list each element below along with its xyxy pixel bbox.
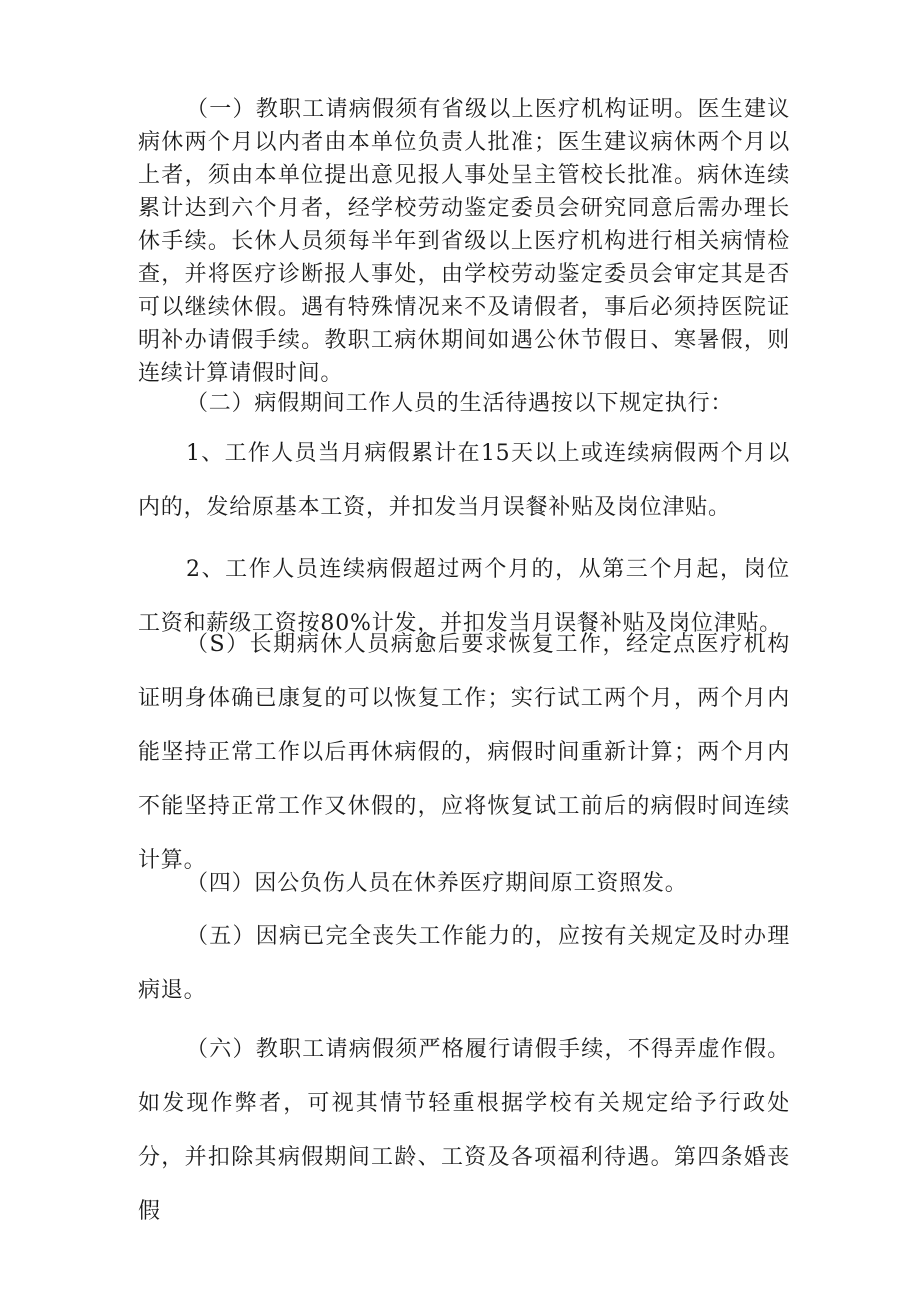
paragraph-disability-retirement: （五）因病已完全丧失工作能力的，应按有关规定及时办理病退。 bbox=[138, 924, 790, 1003]
paragraph-work-injury: （四）因公负伤人员在休养医疗期间原工资照发。 bbox=[186, 871, 688, 896]
paragraph-item-1: 1、工作人员当月病假累计在15天以上或连续病假两个月以内的，发给原基本工资，并扣发当月误餐补贴及岗位津贴。 bbox=[138, 441, 790, 520]
paragraph-item-2: 2、工作人员连续病假超过两个月的，从第三个月起，岗位工资和薪级工资按80%计发，并扣发当月误餐补贴及岗位津贴。 bbox=[138, 557, 790, 636]
paragraph-return-to-work: （S）长期病休人员病愈后要求恢复工作，经定点医疗机构证明身体确已康复的可以恢复工作；实行试工两个月，两个月内能坚持正常工作以后再休病假的，病假时间重新计算；两个月内不能坚持正常工作又休假的，应将恢复试工前后的病假时间连续计算。 bbox=[138, 632, 790, 873]
paragraph-sick-leave-certification: （一）教职工请病假须有省级以上医疗机构证明。医生建议病休两个月以内者由本单位负责人批准；医生建议病休两个月以上者，须由本单位提出意见报人事处呈主管校长批准。病休连续累计达到六个月者，经学校劳动鉴定委员会研究同意后需办理长休手续。长休人员须每半年到省级以上医疗机构进行相关病情检查，并将医疗诊断报人事处，由学校劳动鉴定委员会审定其是否可以继续休假。遇有特殊情况来不及请假者，事后必须持医院证明补办请假手续。教职工病休期间如遇公休节假日、寒暑假，则连续计算请假时间。 bbox=[138, 97, 790, 386]
paragraph-leave-procedure: （六）教职工请病假须严格履行请假手续，不得弄虚作假。如发现作弊者，可视其情节轻重根据学校有关规定给予行政处分，并扣除其病假期间工龄、工资及各项福利待遇。第四条婚丧假 bbox=[138, 1037, 790, 1224]
paragraph-sick-leave-benefits: （二）病假期间工作人员的生活待遇按以下规定执行： bbox=[186, 391, 734, 416]
